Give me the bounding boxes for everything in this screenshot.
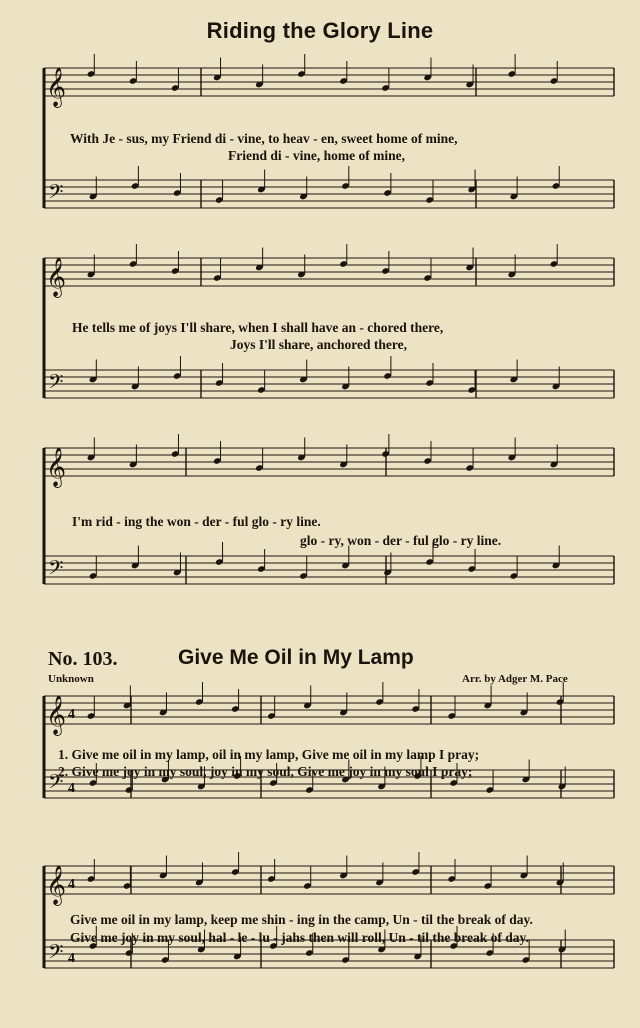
staff-2	[44, 258, 614, 286]
song1-lyric-echo-2: Joys I'll share, anchored there,	[230, 337, 408, 352]
staff-8	[44, 866, 614, 894]
song1-lyric-echo-1: Friend di - vine, home of mine,	[228, 148, 405, 163]
bass-clef-icon: 𝄢	[48, 370, 64, 398]
staff-0	[44, 68, 614, 96]
words-credit: Unknown	[48, 673, 94, 685]
song2-verse-1: 1. Give me oil in my lamp, oil in my lamp, Give me oil in my lamp I pray;	[58, 747, 480, 762]
treble-clef-icon: 𝄞	[46, 67, 67, 107]
song1-lyric-line-2: He tells me of joys I'll share, when I shall have an - chored there,	[72, 320, 444, 335]
staff-4	[44, 448, 614, 476]
arranger-credit: Arr. by Adger M. Pace	[462, 673, 568, 685]
bass-clef-icon: 𝄢	[48, 556, 64, 584]
treble-clef-icon: 𝄞	[46, 695, 67, 735]
staff-1	[44, 180, 614, 208]
song1-lyric-line-1: With Je - sus, my Friend di - vine, to heav - en, sweet home of mine,	[70, 131, 458, 146]
song2-refrain-1: Give me oil in my lamp, keep me shin - ing in the camp, Un - til the break of day.	[70, 912, 533, 927]
treble-clef-icon: 𝄞	[46, 447, 67, 487]
bass-clef-icon: 𝄢	[48, 940, 64, 968]
song-number: No. 103.	[48, 648, 118, 670]
song2-verse-2: 2. Give me joy in my soul, joy in my soul, Give me joy in my soul I pray;	[58, 764, 473, 779]
bass-clef-icon: 𝄢	[48, 770, 64, 798]
song1-lyric-echo-3: glo - ry, won - der - ful glo - ry line.	[300, 533, 502, 548]
time-signature: 4	[68, 707, 75, 722]
time-signature: 4	[68, 781, 75, 796]
staff-3	[44, 370, 614, 398]
bass-clef-icon: 𝄢	[48, 180, 64, 208]
song1-title: Riding the Glory Line	[206, 18, 434, 43]
treble-clef-icon: 𝄞	[46, 257, 67, 297]
time-signature: 4	[68, 951, 75, 966]
song2-refrain-2: Give me joy in my soul, hal - le - lu - jahs then will roll, Un - til the break of day.	[70, 930, 529, 945]
staff-5	[44, 556, 614, 584]
song2-title: Give Me Oil in My Lamp	[178, 646, 414, 669]
song1-lyric-line-3: I'm rid - ing the won - der - ful glo - ry line.	[72, 514, 321, 529]
staff-6	[44, 696, 614, 724]
time-signature: 4	[68, 877, 75, 892]
treble-clef-icon: 𝄞	[46, 865, 67, 905]
